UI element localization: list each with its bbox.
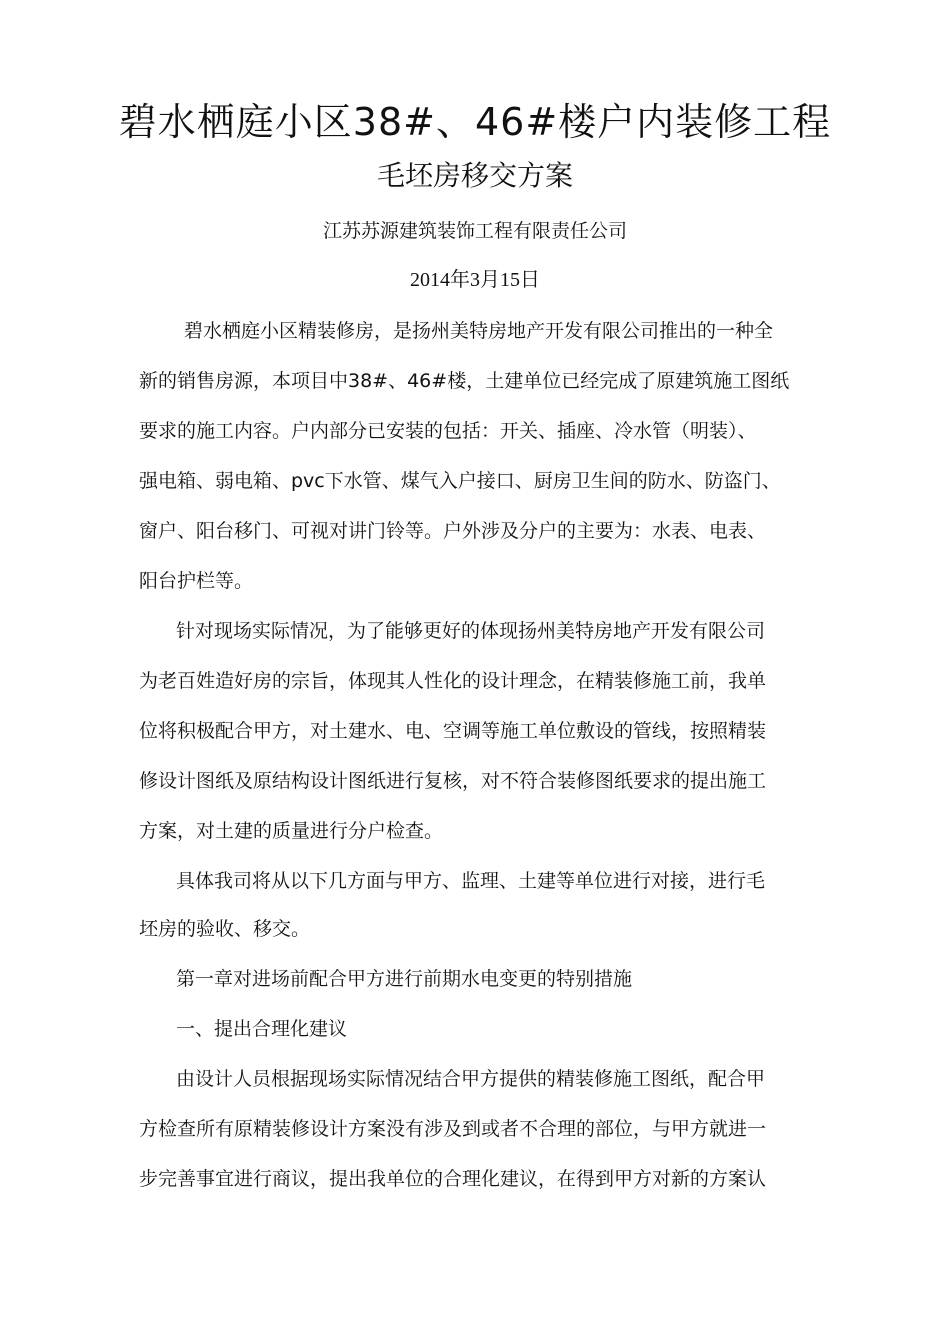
- paragraph-line: 阳台护栏等。: [139, 570, 254, 592]
- paragraph-line: 为老百姓造好房的宗旨，体现其人性化的设计理念，在精装修施工前，我单: [139, 670, 767, 692]
- document-date: 2014年3月15日: [410, 269, 540, 291]
- paragraph-line: 修设计图纸及原结构设计图纸进行复核，对不符合装修图纸要求的提出施工: [139, 770, 767, 792]
- paragraph-line: 要求的施工内容。户内部分已安装的包括：开关、插座、冷水管（明装）、: [139, 420, 757, 442]
- paragraph-line: 方检查所有原精装修设计方案没有涉及到或者不合理的部位，与甲方就进一: [139, 1118, 767, 1140]
- paragraph-line: 步完善事宜进行商议，提出我单位的合理化建议，在得到甲方对新的方案认: [139, 1168, 767, 1190]
- paragraph-line: 窗户、阳台移门、可视对讲门铃等。户外涉及分户的主要为：水表、电表、: [139, 520, 767, 542]
- paragraph-line: 坯房的验收、移交。: [139, 918, 311, 940]
- paragraph-line: 位将积极配合甲方，对土建水、电、空调等施工单位敷设的管线，按照精装: [139, 720, 767, 742]
- section-heading: 一、提出合理化建议: [176, 1018, 348, 1040]
- paragraph-line: 碧水栖庭小区精装修房，是扬州美特房地产开发有限公司推出的一种全: [184, 320, 774, 342]
- paragraph-line: 针对现场实际情况，为了能够更好的体现扬州美特房地产开发有限公司: [176, 620, 766, 642]
- paragraph-line: 强电箱、弱电箱、pvc下水管、煤气入户接口、厨房卫生间的防水、防盗门、: [139, 470, 781, 492]
- paragraph-line: 方案，对土建的质量进行分户检查。: [139, 820, 444, 842]
- company-name: 江苏苏源建筑装饰工程有限责任公司: [322, 220, 627, 242]
- paragraph-line: 具体我司将从以下几方面与甲方、监理、土建等单位进行对接，进行毛: [176, 870, 766, 892]
- paragraph-line: 由设计人员根据现场实际情况结合甲方提供的精装修施工图纸，配合甲: [176, 1068, 766, 1090]
- document-title: 碧水栖庭小区38#、46#楼户内装修工程: [118, 100, 832, 144]
- chapter-heading: 第一章对进场前配合甲方进行前期水电变更的特别措施: [176, 968, 633, 990]
- document-subtitle: 毛坯房移交方案: [376, 159, 573, 192]
- paragraph-line: 新的销售房源，本项目中38#、46#楼，土建单位已经完成了原建筑施工图纸: [139, 370, 790, 392]
